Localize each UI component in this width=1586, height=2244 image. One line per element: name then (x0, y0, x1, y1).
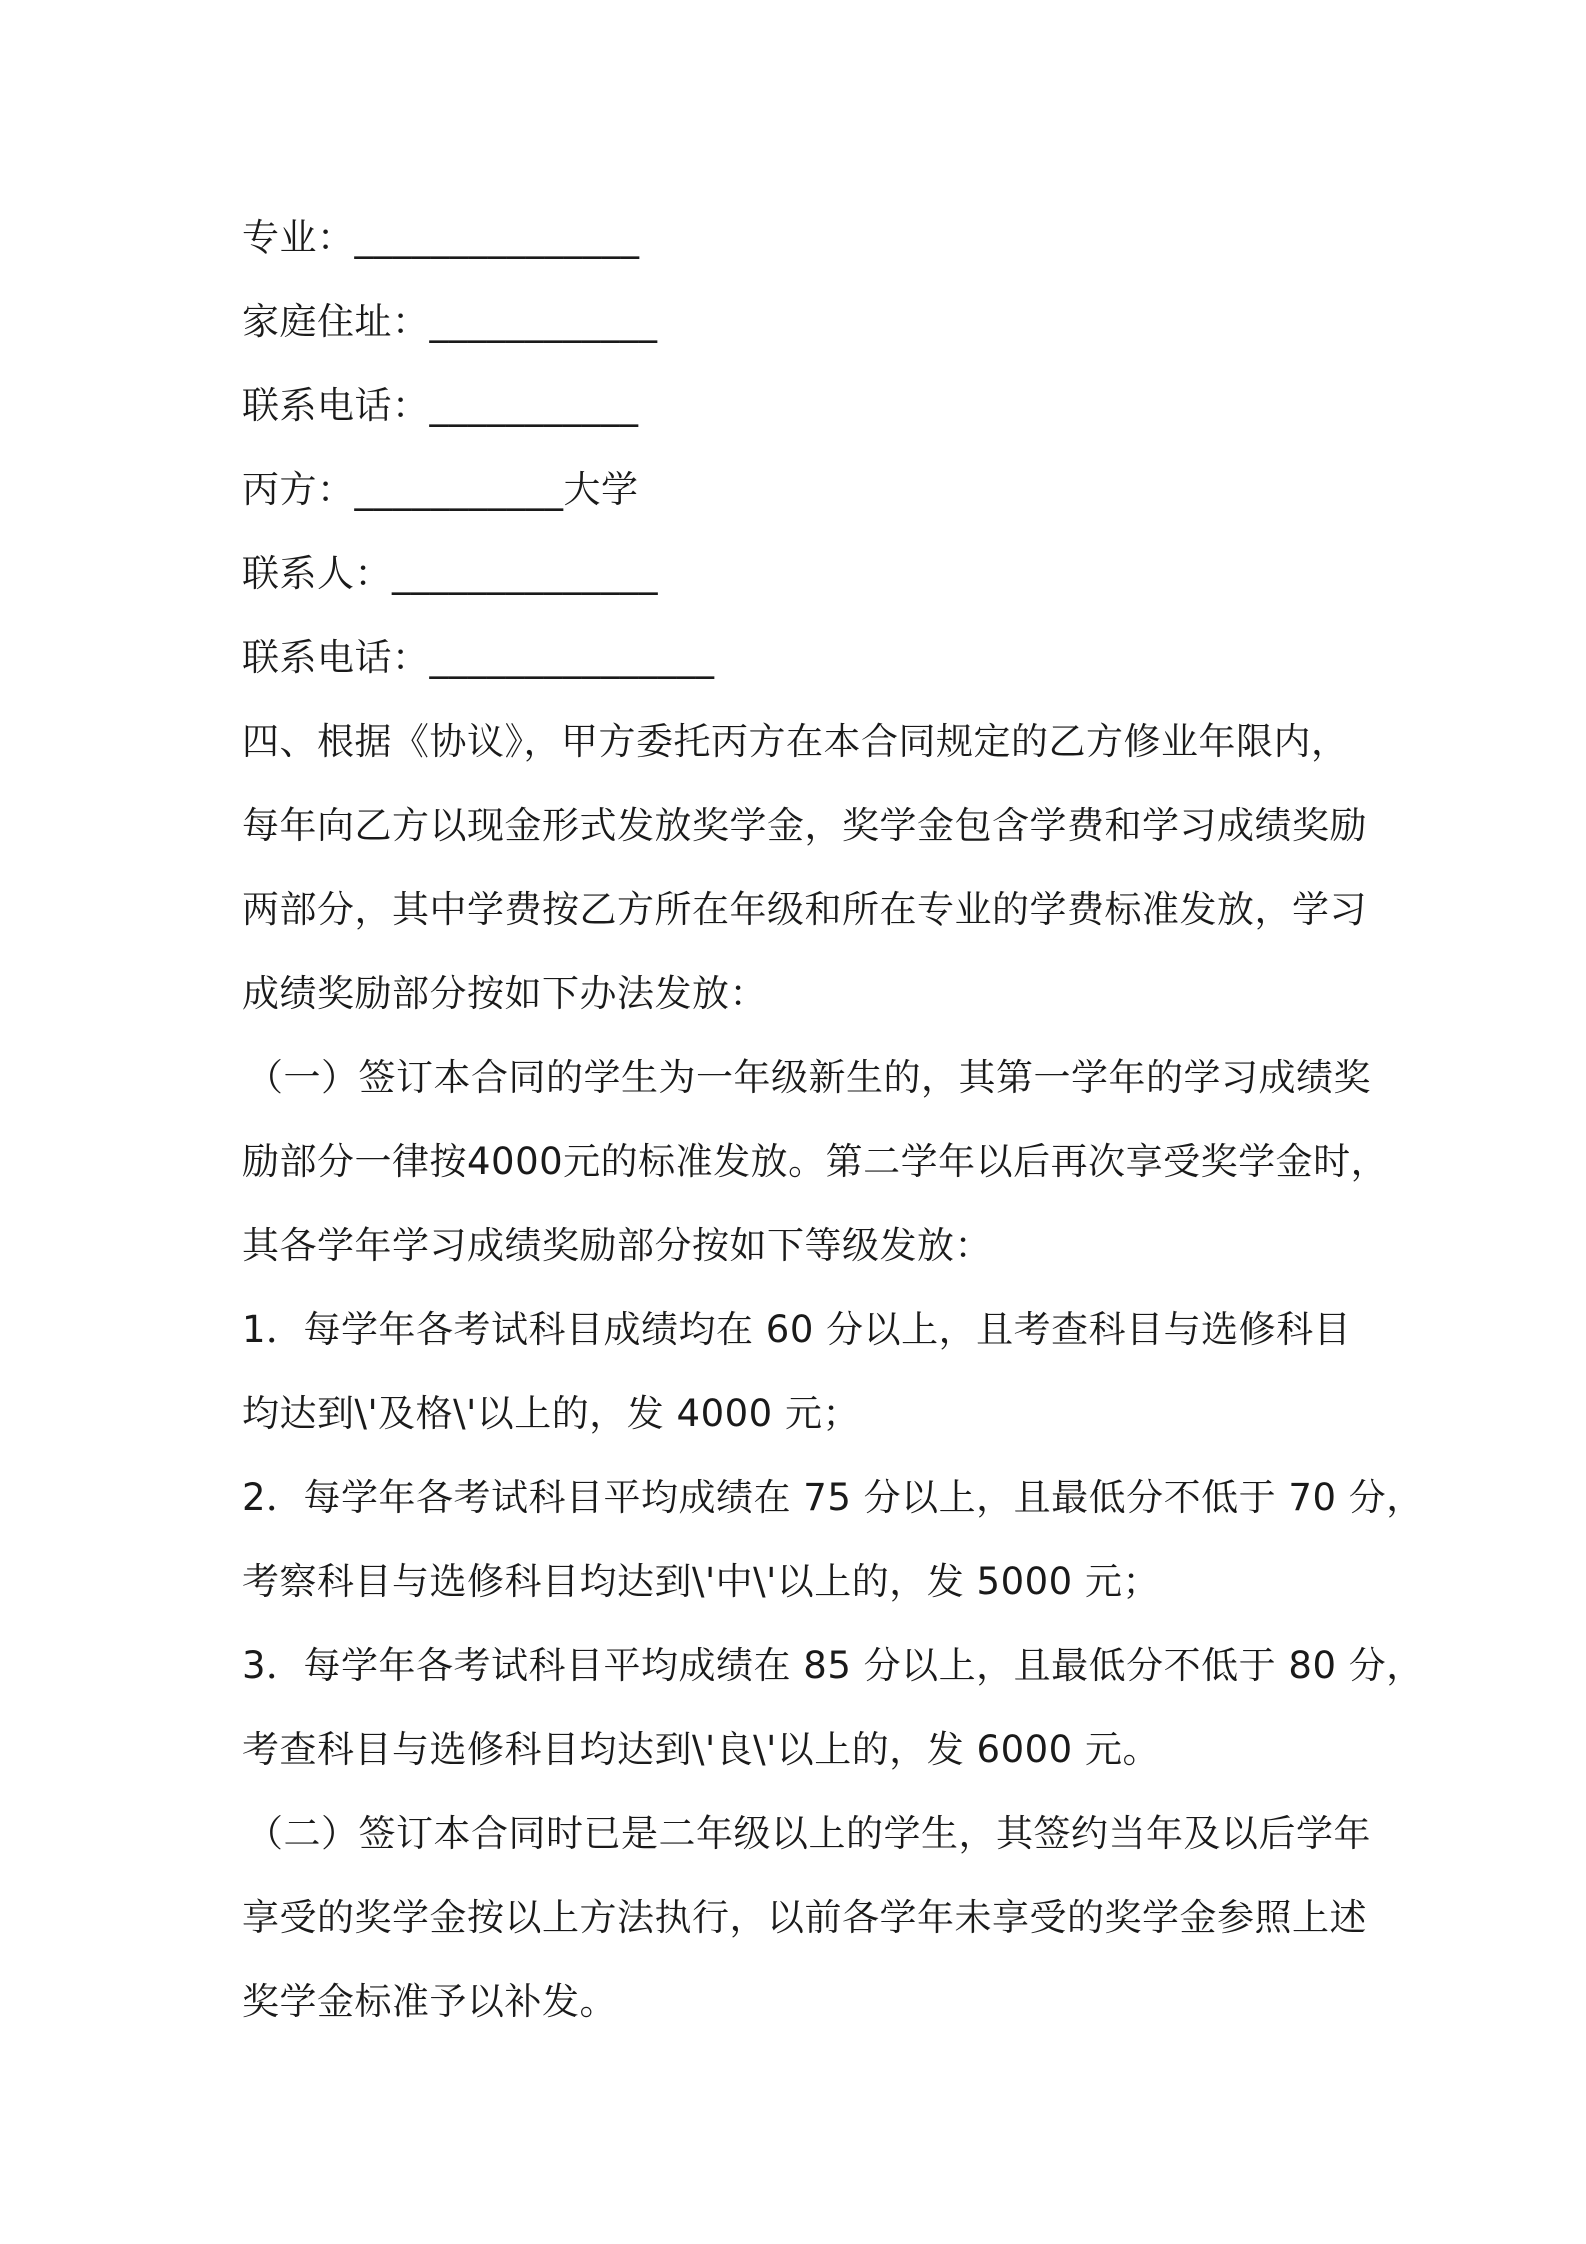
list-item-line: 3．每学年各考试科目平均成绩在 85 分以上，且最低分不低于 80 分， (242, 1644, 1424, 1687)
list-item-line: 1．每学年各考试科目成绩均在 60 分以上，且考查科目与选修科目 (242, 1308, 1352, 1351)
paragraph-line: 两部分，其中学费按乙方所在年级和所在专业的学费标准发放，学习 (242, 888, 1367, 931)
list-item-line: 考查科目与选修科目均达到\'良\'以上的，发 6000 元。 (242, 1728, 1160, 1771)
document-body (242, 196, 1424, 2044)
paragraph-line: 其各学年学习成绩奖励部分按如下等级发放： (242, 1224, 992, 1267)
field-contact-person: 联系人：______________ (242, 552, 658, 595)
paragraph-line: 奖学金标准予以补发。 (242, 1980, 617, 2023)
field-home-address: 家庭住址：____________ (242, 300, 658, 343)
field-party-c: 丙方：___________大学 (242, 468, 639, 511)
paragraph-line: 成绩奖励部分按如下办法发放： (242, 972, 767, 1015)
paragraph-line: 四、根据《协议》，甲方委托丙方在本合同规定的乙方修业年限内， (242, 720, 1349, 763)
paragraph-line: 励部分一律按4000元的标准发放。第二学年以后再次享受奖学金时， (242, 1140, 1389, 1183)
list-item-line: 考察科目与选修科目均达到\'中\'以上的，发 5000 元； (242, 1560, 1160, 1603)
paragraph-line: （二）签订本合同时已是二年级以上的学生，其签约当年及以后学年 (246, 1812, 1371, 1855)
paragraph-line: 每年向乙方以现金形式发放奖学金，奖学金包含学费和学习成绩奖励 (242, 804, 1367, 847)
paragraph-line: （一）签订本合同的学生为一年级新生的，其第一学年的学习成绩奖 (246, 1056, 1371, 1099)
field-major: 专业：_______________ (242, 216, 640, 259)
field-phone: 联系电话：___________ (242, 384, 639, 427)
list-item-line: 均达到\'及格\'以上的，发 4000 元； (242, 1392, 860, 1435)
field-contact-phone: 联系电话：_______________ (242, 636, 715, 679)
paragraph-line: 享受的奖学金按以上方法执行，以前各学年未享受的奖学金参照上述 (242, 1896, 1367, 1939)
list-item-line: 2．每学年各考试科目平均成绩在 75 分以上，且最低分不低于 70 分， (242, 1476, 1424, 1519)
